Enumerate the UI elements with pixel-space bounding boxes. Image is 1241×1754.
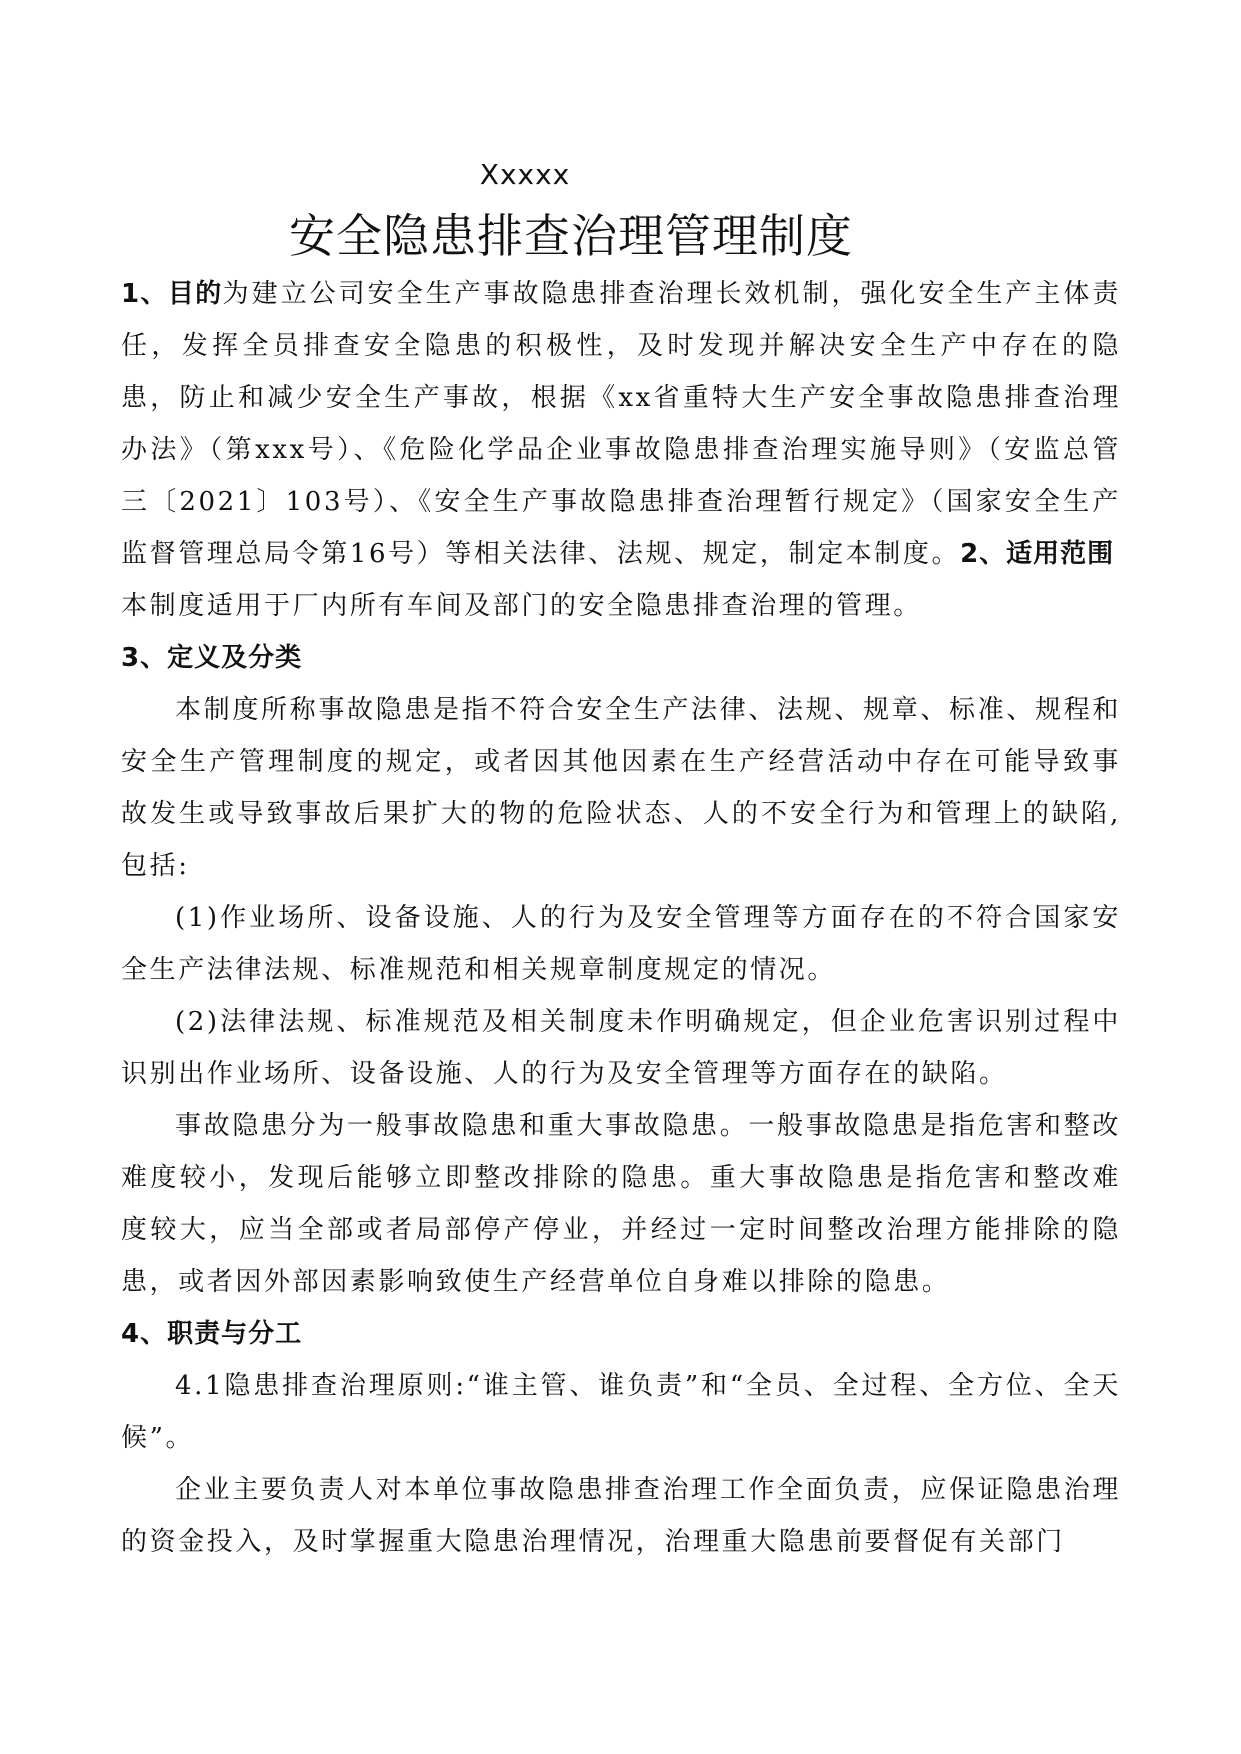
section-3-paragraph-1: 本制度所称事故隐患是指不符合安全生产法律、法规、规章、标准、规程和安全生产管理制度的规定，或者因其他因素在生产经营活动中存在可能导致事故发生或导致事故后果扩大的物的危险状态、人的不安全行为和管理上的缺陷,包括: xyxy=(121,695,1121,881)
section-4-paragraph-2: 企业主要负责人对本单位事故隐患排查治理工作全面负责，应保证隐患治理的资金投入，及时掌握重大隐患治理情况，治理重大隐患前要督促有关部门 xyxy=(121,1475,1121,1557)
document-title: 安全隐患排查治理管理制度 xyxy=(289,209,853,263)
document-body xyxy=(121,268,1121,1568)
company-name: Xxxxx xyxy=(479,158,571,191)
section-3-item-2: (2)法律法规、标准规范及相关制度未作明确规定，但企业危害识别过程中识别出作业场所、设备设施、人的行为及安全管理等方面存在的缺陷。 xyxy=(121,1007,1121,1089)
section-3-item-1: (1)作业场所、设备设施、人的行为及安全管理等方面存在的不符合国家安全生产法律法规、标准规范和相关规章制度规定的情况。 xyxy=(121,903,1121,985)
section-2-heading: 2、适用范围 xyxy=(960,539,1115,569)
section-2-text: 本制度适用于厂内所有车间及部门的安全隐患排查治理的管理。 xyxy=(121,591,922,621)
section-1-paragraph xyxy=(121,268,1121,580)
section-3-heading: 3、定义及分类 xyxy=(121,643,303,673)
section-1-heading: 1、目的 xyxy=(121,279,223,309)
section-1-text: 为建立公司安全生产事故隐患排查治理长效机制，强化安全生产主体责任，发挥全员排查安全隐患的积极性，及时发现并解决安全生产中存在的隐患，防止和减少安全生产事故，根据《xx省重特大生产安全事故隐患排查治理办法》（第xxx号）、《危险化学品企业事故隐患排查治理实施导则》（安监总管三〔2021〕103号）、《安全生产事故隐患排查治理暂行规定》（国家安全生产监督管理总局令第16号）等相关法律、法规、规定，制定本制度。 xyxy=(121,279,1121,569)
section-3-paragraph-2: 事故隐患分为一般事故隐患和重大事故隐患。一般事故隐患是指危害和整改难度较小，发现后能够立即整改排除的隐患。重大事故隐患是指危害和整改难度较大，应当全部或者局部停产停业，并经过一定时间整改治理方能排除的隐患，或者因外部因素影响致使生产经营单位自身难以排除的隐患。 xyxy=(121,1111,1121,1297)
section-4-paragraph-1: 4.1隐患排查治理原则:“谁主管、谁负责”和“全员、全过程、全方位、全天候”。 xyxy=(121,1371,1121,1453)
section-4-heading: 4、职责与分工 xyxy=(121,1319,303,1349)
